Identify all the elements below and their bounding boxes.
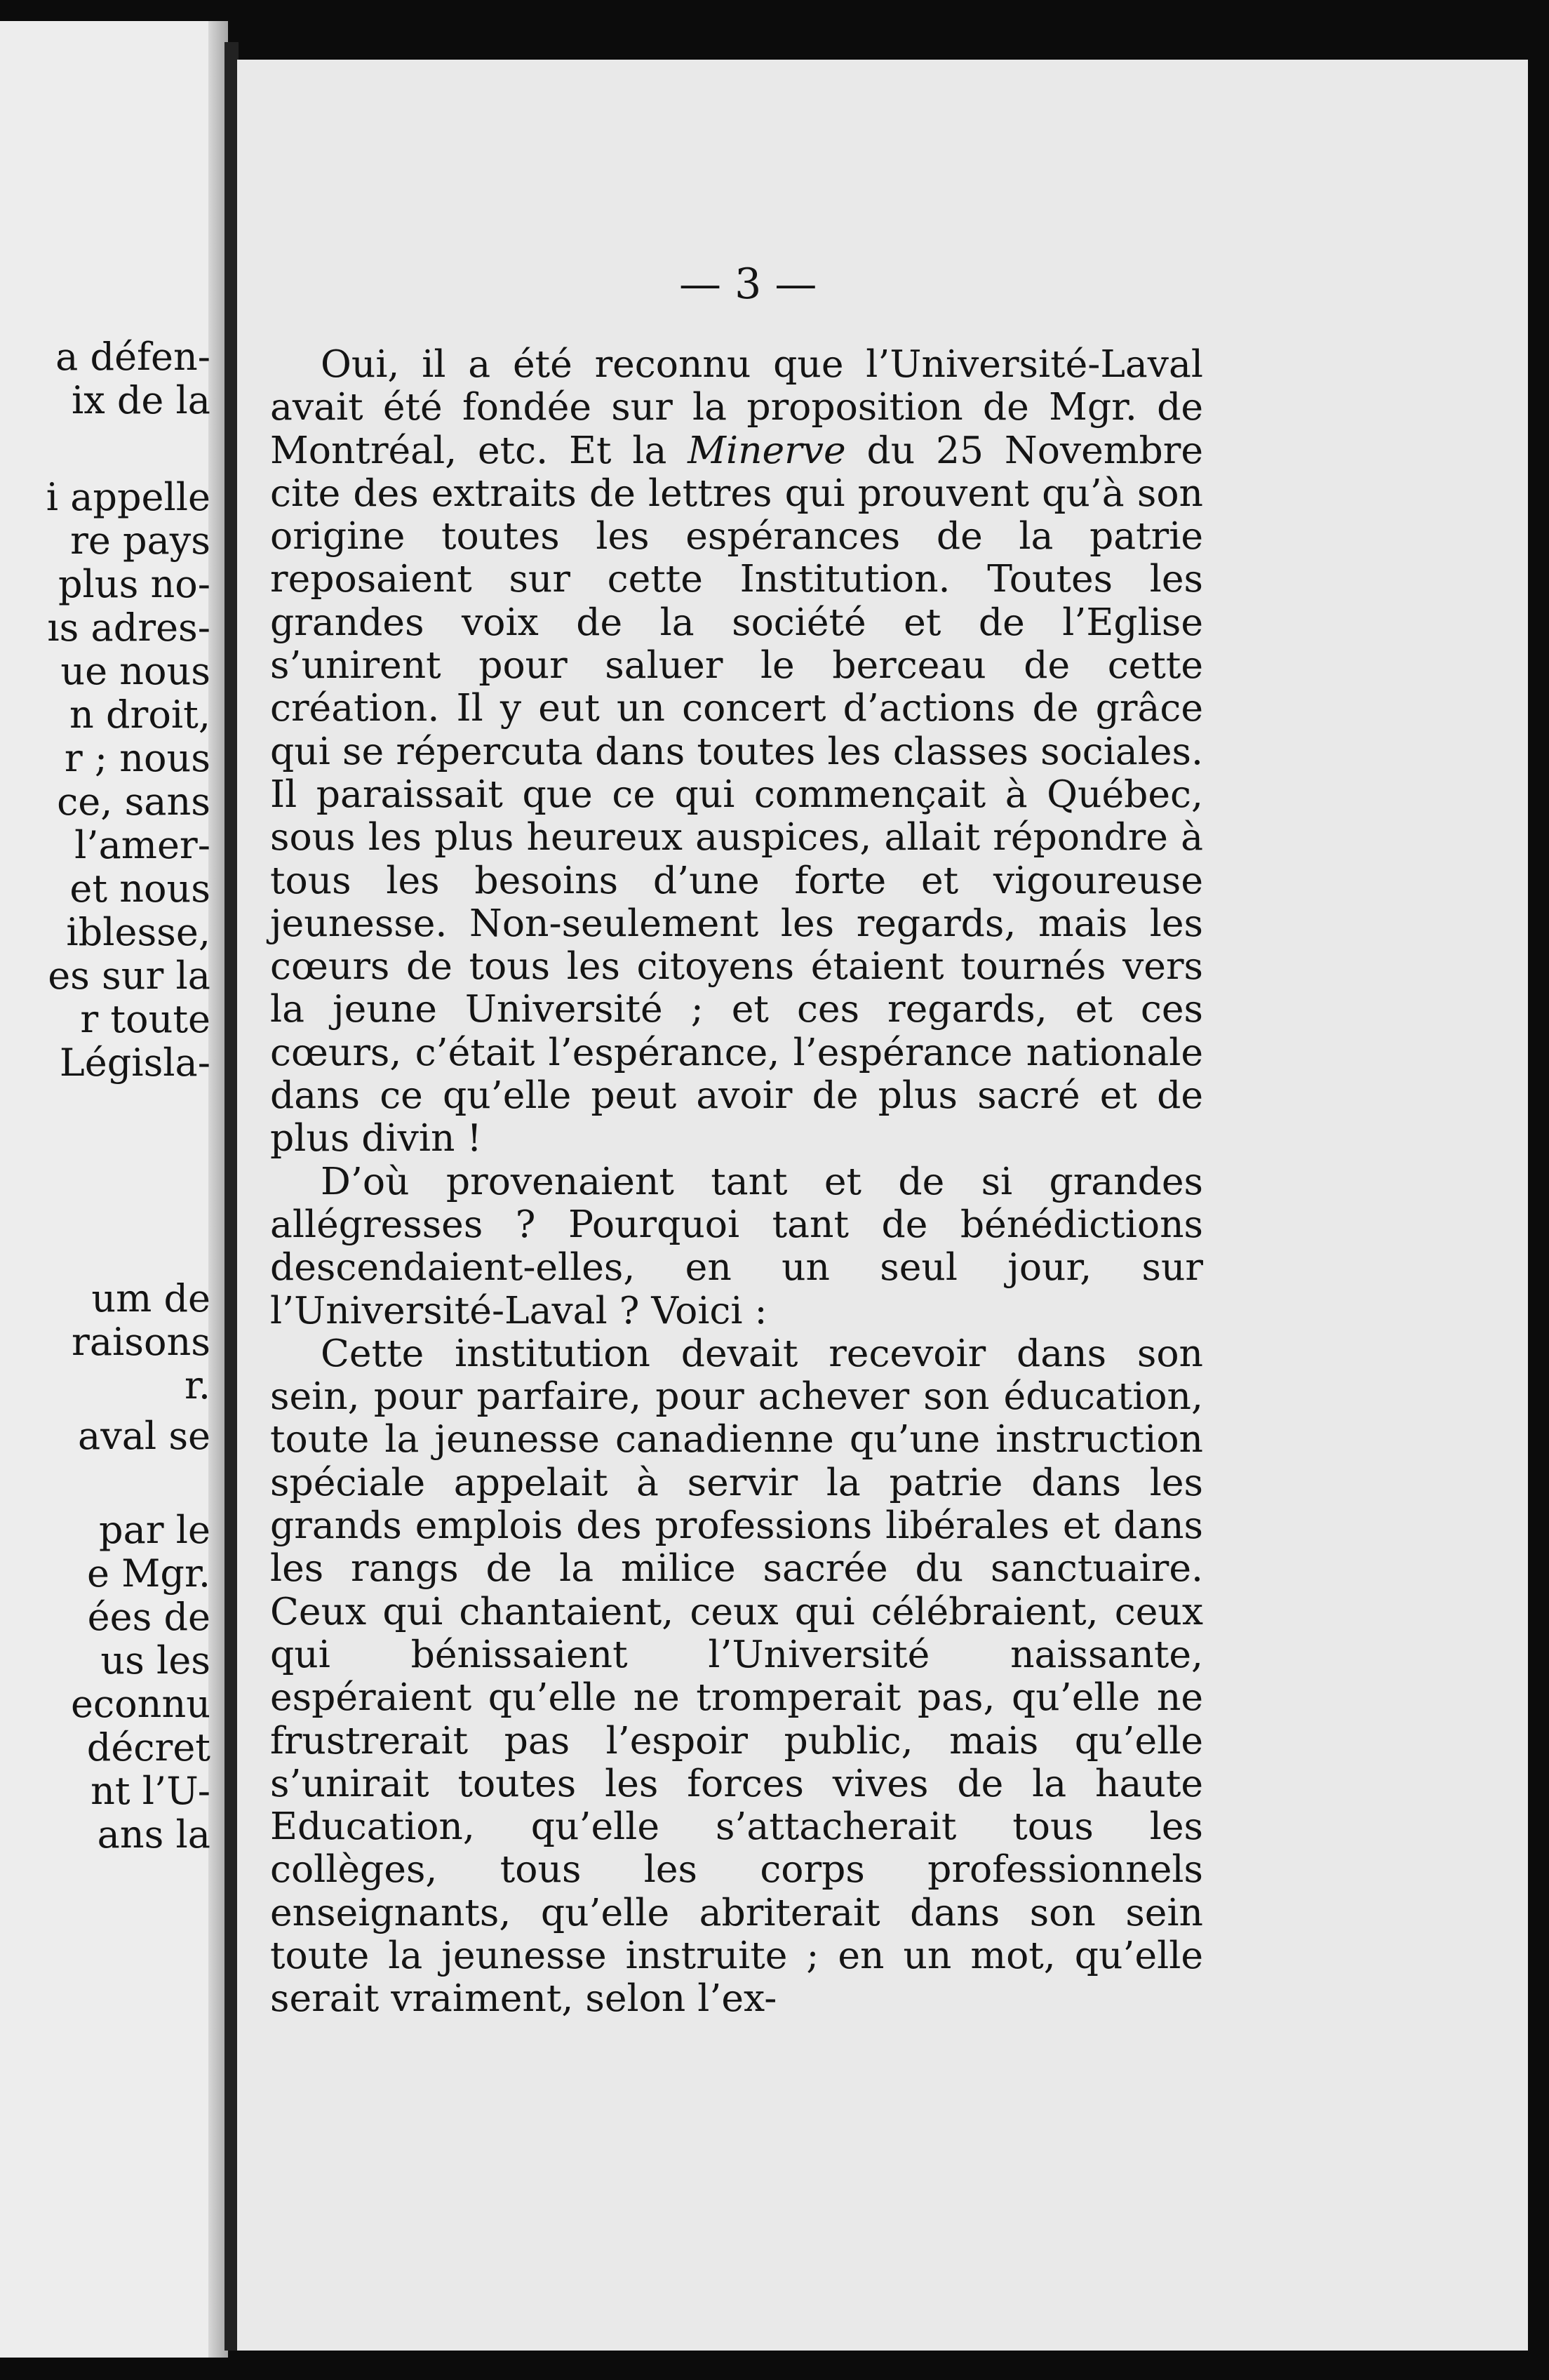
left-page-line: nt l’U- — [90, 1770, 210, 1813]
left-page-line: ix de la — [71, 379, 210, 422]
left-page-line: plus no- — [58, 563, 210, 606]
left-page-line: aval se — [78, 1415, 210, 1458]
left-page-line: l’amer- — [74, 824, 210, 867]
paragraph — [270, 342, 1203, 1160]
left-page-line: raisons — [72, 1321, 210, 1364]
left-page-line: décret — [86, 1726, 210, 1770]
paragraph-text: Cette institution devait recevoir dans son sein, pour parfaire, pour achever son éducation, toute la jeunesse canadienne qu’une instruction spéciale appelait à servir la patrie dans les grands emplois des professions libérales et dans les rangs de la milice sacrée du sanctuaire. Ceux qui chantaient, ceux qui célébraient, ceux qui bénissaient l’Université naissante, espéraient qu’elle ne tromperait pas, qu’elle ne frustrerait pas l’espoir public, mais qu’elle s’unirait toutes les forces vives de la haute Education, qu’elle s’attacherait tous les collèges, tous les corps professionnels enseignants, qu’elle abriterait dans son sein toute la jeunesse instruite ; en un mot, qu’elle serait vraiment, selon l’ex- — [270, 1330, 1203, 2021]
left-page-line: us les — [100, 1639, 210, 1683]
left-page — [0, 21, 228, 2358]
left-page-line: ue nous — [60, 650, 210, 693]
left-page-line: e Mgr. — [86, 1552, 210, 1596]
left-page-line: ce, sans — [57, 780, 210, 824]
left-page-line: et nous — [69, 867, 210, 911]
left-page-line: ans la — [97, 1813, 210, 1857]
left-page-line: r. — [184, 1364, 210, 1408]
left-page-line: ıs adres- — [47, 606, 210, 650]
left-page-line: um de — [91, 1277, 210, 1321]
left-page-line: iblesse, — [66, 911, 210, 954]
paragraph-text: Oui, il a été reconnu que l’Université-Laval avait été fondée sur la proposition de Mgr. de Montréal, etc. Et la — [270, 342, 1203, 472]
paragraph-text: du 25 Novembre cite des extraits de lettres qui prouvent qu’à son origine toutes les espérances de la patrie reposaient sur cette Institution. Toutes les grandes voix de la société et de l’Eglise s’unirent pour saluer le berceau de cette création. Il y eut un concert d’actions de grâce qui se répercuta dans toutes les classes sociales. Il paraissait que ce qui commençait à Québec, sous les plus heureux auspices, allait répondre à tous les besoins d’une forte et vigoureuse jeunesse. Non-seulement les regards, mais les cœurs de tous les citoyens étaient tournés vers la jeune Université ; et ces regards, et ces cœurs, c’était l’espérance, l’espérance nationale dans ce qu’elle peut avoir de plus sacré et de plus divin ! — [270, 427, 1203, 1161]
paragraph — [270, 1160, 1203, 1332]
paragraph — [270, 1332, 1203, 2020]
newspaper-title: Minerve — [688, 427, 846, 472]
book-spine — [224, 42, 239, 2351]
left-page-line: n droit, — [69, 693, 210, 737]
left-page-line: r toute — [80, 998, 210, 1041]
paragraph-text: D’où provenaient tant et de si grandes allégresses ? Pourquoi tant de bénédictions descendaient-elles, en un seul jour, sur l’Université-Laval ? Voici : — [270, 1158, 1203, 1332]
left-page-line: re pays — [70, 519, 210, 563]
left-page-line: r ; nous — [64, 737, 210, 780]
page-number: — 3 — — [679, 260, 817, 309]
left-page-line: Législa- — [59, 1041, 210, 1085]
left-page-line: a défen- — [55, 335, 210, 379]
left-page-line: econnu — [70, 1683, 210, 1726]
left-page-line: par le — [99, 1509, 210, 1552]
left-page-line: ées de — [87, 1596, 210, 1639]
body-text — [270, 342, 1203, 2020]
left-page-line: es sur la — [48, 954, 210, 998]
left-page-line: i appelle — [46, 476, 210, 519]
